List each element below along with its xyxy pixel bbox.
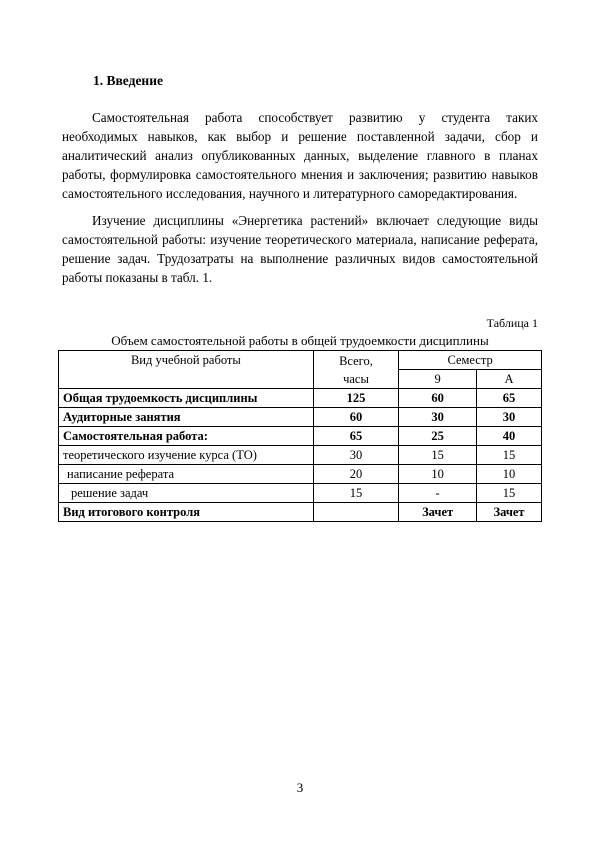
table-row	[59, 465, 542, 484]
row-sem9: 25	[399, 427, 477, 446]
row-semA: 30	[477, 408, 542, 427]
row-total: 20	[313, 465, 398, 484]
header-total	[313, 351, 398, 389]
row-semA: 10	[477, 465, 542, 484]
table-row	[59, 408, 542, 427]
row-name: Самостоятельная работа:	[59, 427, 314, 446]
table-row	[59, 446, 542, 465]
row-semA: 65	[477, 389, 542, 408]
header-total-line1: Всего,	[339, 353, 373, 368]
row-sem9: 15	[399, 446, 477, 465]
row-sem9: 60	[399, 389, 477, 408]
row-name: Общая трудоемкость дисциплины	[59, 389, 314, 408]
header-semester: Семестр	[399, 351, 542, 370]
row-total	[313, 503, 398, 522]
header-semester-a: А	[477, 370, 542, 389]
table-header-row	[59, 351, 542, 370]
header-total-line2: часы	[343, 371, 369, 386]
row-name: Вид итогового контроля	[59, 503, 314, 522]
row-total: 15	[313, 484, 398, 503]
intro-paragraph-2: Изучение дисциплины «Энергетика растений» включает следующие виды самостоятельной работы: изучение теоретического материала, написание реферата, решение задач. Трудозатраты на выполнение различных видов самостоятельной работы показаны в табл. 1.	[62, 213, 538, 285]
row-sem9: Зачет	[399, 503, 477, 522]
page-number: 3	[296, 780, 304, 795]
row-total: 65	[313, 427, 398, 446]
row-total: 30	[313, 446, 398, 465]
row-name: теоретического изучение курса (ТО)	[59, 446, 314, 465]
row-sem9: -	[399, 484, 477, 503]
table-label: Таблица 1	[486, 316, 538, 330]
header-kind: Вид учебной работы	[59, 351, 314, 389]
row-name: Аудиторные занятия	[59, 408, 314, 427]
row-sem9: 10	[399, 465, 477, 484]
row-semA: 15	[477, 446, 542, 465]
row-total: 125	[313, 389, 398, 408]
intro-paragraph-1: Самостоятельная работа способствует развитию у студента таких необходимых навыков, как выбор и решение поставленной задачи, сбор и аналитический анализ опубликованных данных, выделение главного в планах работы, формулировка самостоятельного мнения и заключения; развитию навыков самостоятельного исследования, научного и литературного саморедактирования.	[62, 110, 538, 201]
row-semA: Зачет	[477, 503, 542, 522]
table-caption: Объем самостоятельной работы в общей трудоемкости дисциплины	[111, 333, 489, 348]
row-name: написание реферата	[59, 465, 314, 484]
workload-table	[58, 350, 542, 522]
section-heading: 1. Введение	[93, 73, 163, 88]
row-semA: 15	[477, 484, 542, 503]
row-name: решение задач	[59, 484, 314, 503]
table-row	[59, 427, 542, 446]
row-total: 60	[313, 408, 398, 427]
table-row	[59, 484, 542, 503]
header-semester-9: 9	[399, 370, 477, 389]
table-row	[59, 389, 542, 408]
row-sem9: 30	[399, 408, 477, 427]
table-row	[59, 503, 542, 522]
row-semA: 40	[477, 427, 542, 446]
